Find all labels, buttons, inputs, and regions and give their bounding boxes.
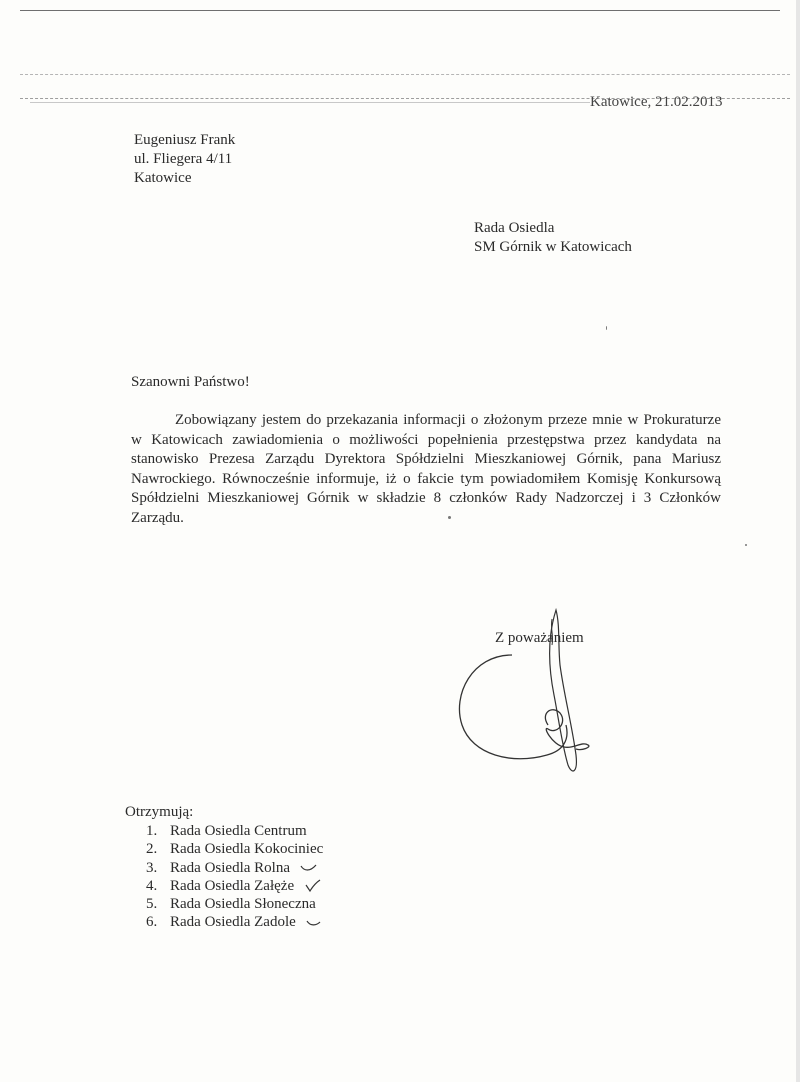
check-mark-icon <box>304 879 322 893</box>
recipients-list <box>146 822 323 932</box>
recipient-line-2: SM Górnik w Katowicach <box>474 239 632 255</box>
scan-edge <box>796 0 800 1082</box>
letter-date: Katowice, 21.02.2013 <box>590 94 723 110</box>
handwritten-signature <box>452 605 612 785</box>
recipients-title: Otrzymują: <box>125 804 194 820</box>
check-mark-icon <box>306 919 322 927</box>
sender-city: Katowice <box>134 170 192 186</box>
list-item: 6. Rada Osiedla Zadole <box>146 913 323 931</box>
recipient-line-1: Rada Osiedla <box>474 220 555 236</box>
list-item: 3. Rada Osiedla Rolna <box>146 859 323 877</box>
scan-border-line <box>30 102 590 103</box>
closing: Z poważaniem <box>495 630 584 646</box>
list-item: 4. Rada Osiedla Załęże <box>146 877 323 895</box>
letter-body: Zobowiązany jestem do przekazania informacji o złożonym przeze mnie w Prokuraturze w Katowicach zawiadomienia o możliwości popełnienia przestępstwa przez kandydata na stanowisko Prezesa Zarządu Dyrektora Spółdzielni Mieszkaniowej Górnik, pana Mariusz Nawrockiego. Równocześnie informuje, iż o fakcie tym powiadomiłem Komisję Konkursową Spółdzielni Mieszkaniowej Górnik w składzie 8 członków Rady Nadzorczej i 3 Członków Zarządu. <box>131 412 721 526</box>
list-item: 1. Rada Osiedla Centrum <box>146 823 307 839</box>
sender-address <box>134 131 235 188</box>
sender-name: Eugeniusz Frank <box>134 132 236 148</box>
list-item: 5. Rada Osiedla Słoneczna <box>146 896 316 913</box>
sender-street: ul. Fliegera 4/11 <box>134 151 233 167</box>
ink-dot <box>745 544 747 546</box>
check-mark-icon <box>300 863 318 873</box>
ink-dot <box>606 326 607 330</box>
greeting: Szanowni Państwo! <box>131 374 250 390</box>
ink-dot <box>448 516 451 519</box>
list-item: 2. Rada Osiedla Kokociniec <box>146 841 324 858</box>
recipient-address <box>474 219 632 257</box>
scan-border-line <box>20 74 790 75</box>
scan-border-line <box>20 10 780 11</box>
